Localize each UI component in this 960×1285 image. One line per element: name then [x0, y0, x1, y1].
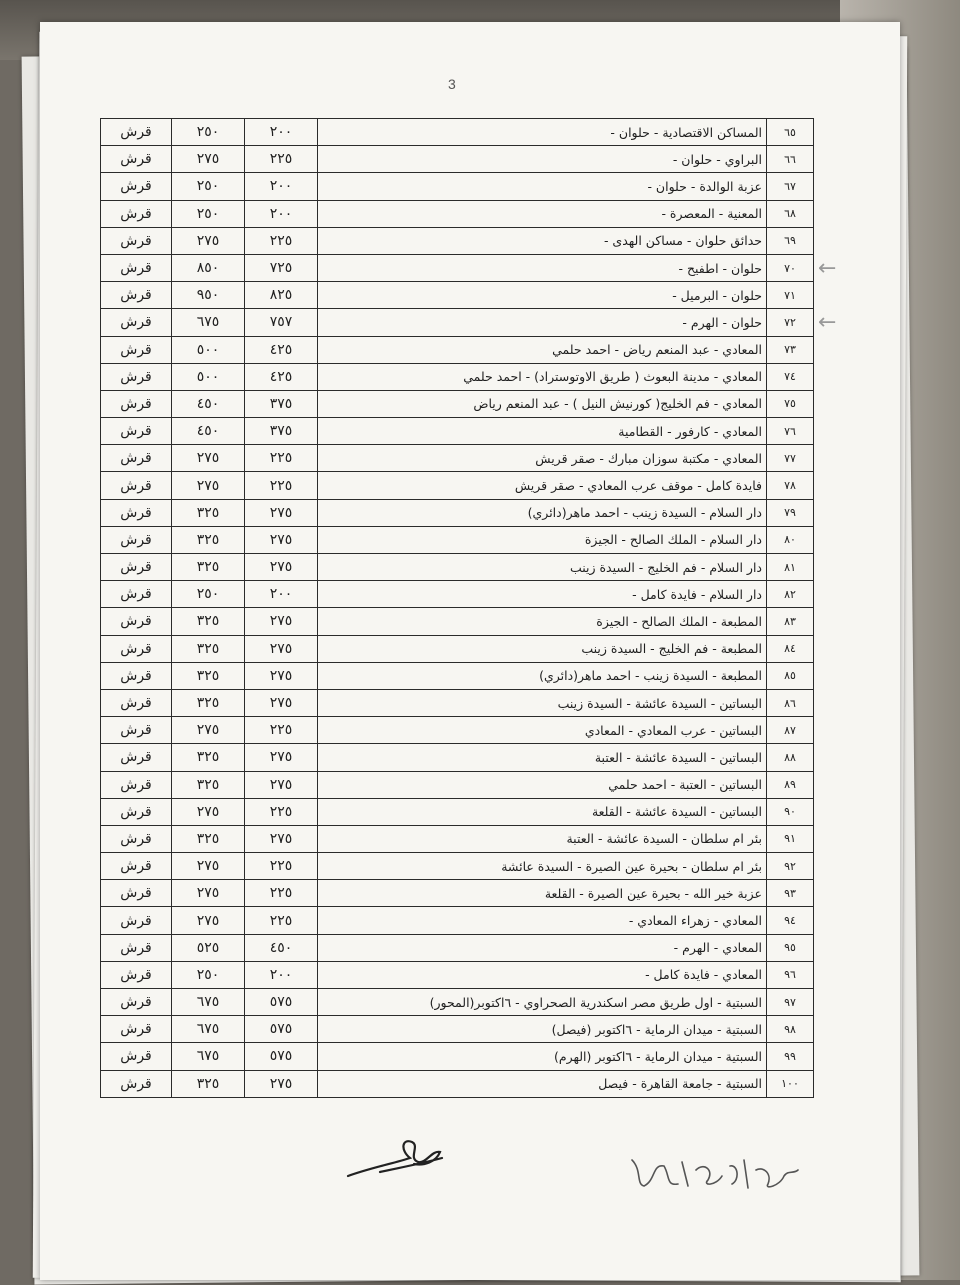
fare-2-cell: ٣٢٥ [172, 825, 245, 852]
table-row [101, 608, 814, 635]
fare-2-cell: ٢٧٥ [172, 472, 245, 499]
route-cell: المعادي - زهراء المعادي - [318, 907, 767, 934]
fare-2-cell: ٦٧٥ [172, 989, 245, 1016]
route-cell: المعادي - فم الخليج( كورنيش النيل ) - عبد المنعم رياض [318, 390, 767, 417]
fare-1-cell: ٢٢٥ [245, 907, 318, 934]
fare-1-cell: ٥٧٥ [245, 989, 318, 1016]
row-number-cell: ٦٦ [767, 146, 814, 173]
fare-1-cell: ٣٧٥ [245, 390, 318, 417]
currency-cell: قرش [101, 608, 172, 635]
route-cell: المطبعة - السيدة زينب - احمد ماهر(دائري) [318, 662, 767, 689]
route-cell: السبتية - ميدان الرماية - ٦اكتوبر (الهرم) [318, 1043, 767, 1070]
route-cell: البساتين - العتبة - احمد حلمي [318, 771, 767, 798]
route-cell: المطبعة - فم الخليج - السيدة زينب [318, 635, 767, 662]
currency-cell: قرش [101, 989, 172, 1016]
row-number-cell: ٩٥ [767, 934, 814, 961]
table-row [101, 581, 814, 608]
fare-1-cell: ٨٢٥ [245, 282, 318, 309]
fare-2-cell: ٣٢٥ [172, 689, 245, 716]
table-row [101, 907, 814, 934]
route-cell: دار السلام - السيدة زينب - احمد ماهر(دائري) [318, 499, 767, 526]
fare-1-cell: ٢٧٥ [245, 554, 318, 581]
table-row [101, 961, 814, 988]
fare-1-cell: ٢٠٠ [245, 173, 318, 200]
table-row [101, 499, 814, 526]
row-number-cell: ٩٣ [767, 880, 814, 907]
currency-cell: قرش [101, 1016, 172, 1043]
fare-2-cell: ٦٧٥ [172, 1043, 245, 1070]
table-row [101, 554, 814, 581]
route-cell: المعادي - مدينة البعوث ( طريق الاوتوستراد) - احمد حلمي [318, 363, 767, 390]
currency-cell: قرش [101, 825, 172, 852]
row-number-cell: ٦٨ [767, 200, 814, 227]
signature-right [622, 1140, 812, 1200]
row-number-cell: ٩١ [767, 825, 814, 852]
table-row [101, 254, 814, 281]
table-row [101, 1043, 814, 1070]
currency-cell: قرش [101, 744, 172, 771]
currency-cell: قرش [101, 662, 172, 689]
route-cell: حلوان - اطفيح - [318, 254, 767, 281]
row-number-cell: ٩٠ [767, 798, 814, 825]
fare-2-cell: ٣٢٥ [172, 499, 245, 526]
fare-1-cell: ٢٢٥ [245, 472, 318, 499]
fare-2-cell: ٢٧٥ [172, 717, 245, 744]
fare-2-cell: ٤٥٠ [172, 418, 245, 445]
row-number-cell: ٧٥ [767, 390, 814, 417]
row-number-cell: ٨٠ [767, 526, 814, 553]
fare-2-cell: ٩٥٠ [172, 282, 245, 309]
table-row [101, 200, 814, 227]
route-cell: حلوان - الهرم - [318, 309, 767, 336]
route-cell: المعادي - كارفور - القطامية [318, 418, 767, 445]
table-row [101, 119, 814, 146]
fare-1-cell: ٢٢٥ [245, 227, 318, 254]
fare-1-cell: ٢٧٥ [245, 608, 318, 635]
route-cell: المطبعة - الملك الصالح - الجيزة [318, 608, 767, 635]
table-row [101, 689, 814, 716]
route-cell: المعادي - مكتبة سوزان مبارك - صقر قريش [318, 445, 767, 472]
table-row [101, 418, 814, 445]
pen-arrow-mark: ← [818, 256, 837, 281]
route-cell: السبتية - اول طريق مصر اسكندرية الصحراوي - ٦اكتوبر(المحور) [318, 989, 767, 1016]
route-cell: بئر ام سلطان - السيدة عائشة - العتبة [318, 825, 767, 852]
currency-cell: قرش [101, 309, 172, 336]
table-row [101, 880, 814, 907]
table-row [101, 1070, 814, 1097]
route-cell: حدائق حلوان - مساكن الهدى - [318, 227, 767, 254]
route-cell: البساتين - السيدة عائشة - السيدة زينب [318, 689, 767, 716]
table-row [101, 146, 814, 173]
row-number-cell: ٦٩ [767, 227, 814, 254]
route-cell: المعادي - الهرم - [318, 934, 767, 961]
currency-cell: قرش [101, 961, 172, 988]
currency-cell: قرش [101, 526, 172, 553]
currency-cell: قرش [101, 336, 172, 363]
fare-1-cell: ٢٠٠ [245, 961, 318, 988]
currency-cell: قرش [101, 363, 172, 390]
row-number-cell: ٩٦ [767, 961, 814, 988]
fare-1-cell: ٢٧٥ [245, 825, 318, 852]
signature-left [340, 1128, 450, 1186]
table-row [101, 390, 814, 417]
fare-2-cell: ٢٧٥ [172, 445, 245, 472]
fare-table-body [101, 119, 814, 1098]
route-cell: حلوان - البرميل - [318, 282, 767, 309]
fare-1-cell: ٢٢٥ [245, 146, 318, 173]
table-row [101, 445, 814, 472]
fare-2-cell: ٢٥٠ [172, 961, 245, 988]
fare-1-cell: ٢٢٥ [245, 445, 318, 472]
currency-cell: قرش [101, 635, 172, 662]
table-row [101, 798, 814, 825]
row-number-cell: ٧١ [767, 282, 814, 309]
route-cell: السبتية - ميدان الرماية - ٦اكتوبر (فيصل) [318, 1016, 767, 1043]
fare-1-cell: ٤٢٥ [245, 363, 318, 390]
row-number-cell: ٧٤ [767, 363, 814, 390]
fare-2-cell: ٥٠٠ [172, 336, 245, 363]
route-cell: دار السلام - فم الخليج - السيدة زينب [318, 554, 767, 581]
currency-cell: قرش [101, 554, 172, 581]
row-number-cell: ٧٩ [767, 499, 814, 526]
row-number-cell: ٧٧ [767, 445, 814, 472]
fare-2-cell: ٣٢٥ [172, 608, 245, 635]
currency-cell: قرش [101, 200, 172, 227]
table-row [101, 1016, 814, 1043]
currency-cell: قرش [101, 254, 172, 281]
fare-1-cell: ٢٠٠ [245, 581, 318, 608]
table-row [101, 472, 814, 499]
table-row [101, 934, 814, 961]
table-row [101, 309, 814, 336]
row-number-cell: ٧٨ [767, 472, 814, 499]
row-number-cell: ٨٢ [767, 581, 814, 608]
route-cell: المعنية - المعصرة - [318, 200, 767, 227]
currency-cell: قرش [101, 689, 172, 716]
table-row [101, 363, 814, 390]
row-number-cell: ٩٤ [767, 907, 814, 934]
fare-2-cell: ٢٧٥ [172, 798, 245, 825]
route-cell: البراوي - حلوان - [318, 146, 767, 173]
fare-2-cell: ٨٥٠ [172, 254, 245, 281]
currency-cell: قرش [101, 853, 172, 880]
row-number-cell: ٨٣ [767, 608, 814, 635]
table-row [101, 336, 814, 363]
fare-1-cell: ٢٧٥ [245, 1070, 318, 1097]
route-cell: البساتين - السيدة عائشة - القلعة [318, 798, 767, 825]
fare-2-cell: ٣٢٥ [172, 1070, 245, 1097]
route-cell: دار السلام - الملك الصالح - الجيزة [318, 526, 767, 553]
route-cell: فايدة كامل - موقف عرب المعادي - صقر قريش [318, 472, 767, 499]
fare-1-cell: ٧٥٧ [245, 309, 318, 336]
currency-cell: قرش [101, 472, 172, 499]
row-number-cell: ٧٢ [767, 309, 814, 336]
row-number-cell: ٨٧ [767, 717, 814, 744]
route-cell: البساتين - السيدة عائشة - العتبة [318, 744, 767, 771]
fare-1-cell: ٧٢٥ [245, 254, 318, 281]
currency-cell: قرش [101, 1070, 172, 1097]
currency-cell: قرش [101, 445, 172, 472]
route-cell: عزبة خير الله - بحيرة عين الصيرة - القلعة [318, 880, 767, 907]
row-number-cell: ٩٢ [767, 853, 814, 880]
fare-2-cell: ٣٢٥ [172, 771, 245, 798]
fare-2-cell: ٦٧٥ [172, 309, 245, 336]
currency-cell: قرش [101, 390, 172, 417]
fare-2-cell: ٢٧٥ [172, 146, 245, 173]
table-row [101, 771, 814, 798]
fare-2-cell: ٢٧٥ [172, 853, 245, 880]
fare-table [100, 118, 814, 1098]
row-number-cell: ٧٦ [767, 418, 814, 445]
table-row [101, 173, 814, 200]
fare-1-cell: ٢٧٥ [245, 689, 318, 716]
row-number-cell: ٨٨ [767, 744, 814, 771]
currency-cell: قرش [101, 1043, 172, 1070]
currency-cell: قرش [101, 880, 172, 907]
fare-2-cell: ٥٠٠ [172, 363, 245, 390]
fare-1-cell: ٢٧٥ [245, 635, 318, 662]
fare-1-cell: ٢٧٥ [245, 526, 318, 553]
fare-2-cell: ٢٥٠ [172, 200, 245, 227]
fare-2-cell: ٢٧٥ [172, 880, 245, 907]
fare-1-cell: ٥٧٥ [245, 1016, 318, 1043]
row-number-cell: ٨٤ [767, 635, 814, 662]
fare-2-cell: ٣٢٥ [172, 662, 245, 689]
table-row [101, 744, 814, 771]
table-row [101, 227, 814, 254]
fare-2-cell: ٢٥٠ [172, 119, 245, 146]
fare-1-cell: ٤٢٥ [245, 336, 318, 363]
currency-cell: قرش [101, 282, 172, 309]
currency-cell: قرش [101, 771, 172, 798]
row-number-cell: ٨٥ [767, 662, 814, 689]
currency-cell: قرش [101, 146, 172, 173]
currency-cell: قرش [101, 581, 172, 608]
row-number-cell: ٩٨ [767, 1016, 814, 1043]
route-cell: دار السلام - فايدة كامل - [318, 581, 767, 608]
row-number-cell: ٦٧ [767, 173, 814, 200]
route-cell: البساتين - عرب المعادي - المعادي [318, 717, 767, 744]
fare-2-cell: ٥٢٥ [172, 934, 245, 961]
row-number-cell: ٨٩ [767, 771, 814, 798]
table-row [101, 282, 814, 309]
fare-2-cell: ٣٢٥ [172, 526, 245, 553]
route-cell: بئر ام سلطان - بحيرة عين الصيرة - السيدة عائشة [318, 853, 767, 880]
fare-2-cell: ٢٧٥ [172, 907, 245, 934]
route-cell: المساكن الاقتصادية - حلوان - [318, 119, 767, 146]
fare-1-cell: ٢٧٥ [245, 771, 318, 798]
fare-1-cell: ٤٥٠ [245, 934, 318, 961]
fare-1-cell: ٥٧٥ [245, 1043, 318, 1070]
fare-2-cell: ٦٧٥ [172, 1016, 245, 1043]
currency-cell: قرش [101, 717, 172, 744]
fare-2-cell: ٢٥٠ [172, 581, 245, 608]
row-number-cell: ٩٧ [767, 989, 814, 1016]
table-row [101, 853, 814, 880]
currency-cell: قرش [101, 227, 172, 254]
row-number-cell: ٩٩ [767, 1043, 814, 1070]
currency-cell: قرش [101, 173, 172, 200]
route-cell: السبتية - جامعة القاهرة - فيصل [318, 1070, 767, 1097]
fare-1-cell: ٢٢٥ [245, 880, 318, 907]
table-row [101, 989, 814, 1016]
fare-2-cell: ٣٢٥ [172, 744, 245, 771]
fare-1-cell: ٢٢٥ [245, 798, 318, 825]
fare-2-cell: ٢٧٥ [172, 227, 245, 254]
fare-1-cell: ٢٧٥ [245, 662, 318, 689]
table-row [101, 717, 814, 744]
fare-2-cell: ٤٥٠ [172, 390, 245, 417]
fare-1-cell: ٣٧٥ [245, 418, 318, 445]
fare-2-cell: ٣٢٥ [172, 635, 245, 662]
route-cell: عزبة الوالدة - حلوان - [318, 173, 767, 200]
currency-cell: قرش [101, 934, 172, 961]
table-row [101, 635, 814, 662]
fare-1-cell: ٢٠٠ [245, 119, 318, 146]
pen-arrow-mark: ← [818, 310, 837, 335]
row-number-cell: ٧٠ [767, 254, 814, 281]
row-number-cell: ٧٣ [767, 336, 814, 363]
currency-cell: قرش [101, 907, 172, 934]
page-number: 3 [448, 76, 456, 92]
fare-1-cell: ٢٧٥ [245, 744, 318, 771]
fare-1-cell: ٢٢٥ [245, 853, 318, 880]
currency-cell: قرش [101, 418, 172, 445]
table-row [101, 526, 814, 553]
currency-cell: قرش [101, 119, 172, 146]
row-number-cell: ٨١ [767, 554, 814, 581]
currency-cell: قرش [101, 798, 172, 825]
row-number-cell: ٨٦ [767, 689, 814, 716]
currency-cell: قرش [101, 499, 172, 526]
fare-1-cell: ٢٧٥ [245, 499, 318, 526]
fare-2-cell: ٣٢٥ [172, 554, 245, 581]
fare-2-cell: ٢٥٠ [172, 173, 245, 200]
table-row [101, 825, 814, 852]
route-cell: المعادي - فايدة كامل - [318, 961, 767, 988]
row-number-cell: ١٠٠ [767, 1070, 814, 1097]
fare-1-cell: ٢٢٥ [245, 717, 318, 744]
route-cell: المعادي - عبد المنعم رياض - احمد حلمي [318, 336, 767, 363]
row-number-cell: ٦٥ [767, 119, 814, 146]
table-row [101, 662, 814, 689]
fare-1-cell: ٢٠٠ [245, 200, 318, 227]
